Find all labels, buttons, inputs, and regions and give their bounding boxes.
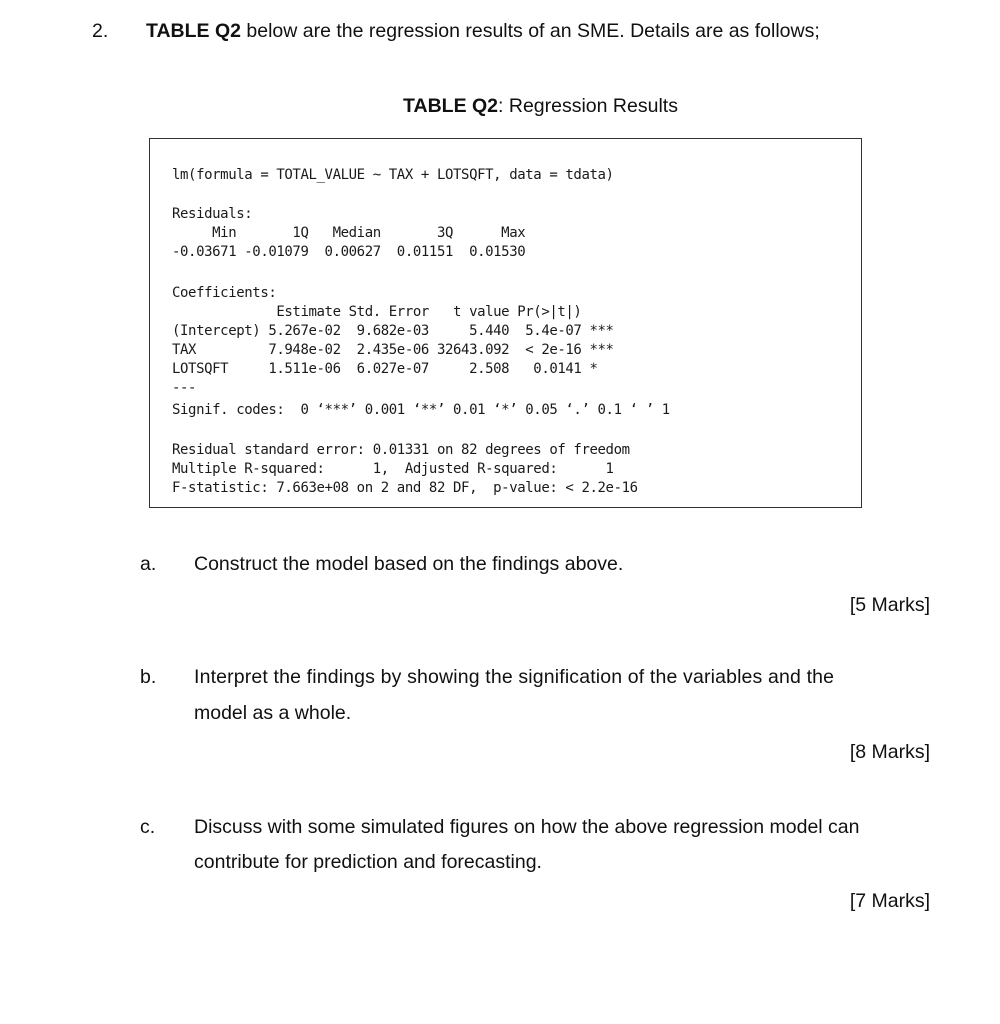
coefficients-header: Estimate Std. Error t value Pr(>|t|) [172, 304, 582, 320]
coef-row-lotsqft: LOTSQFT 1.511e-06 6.027e-07 2.508 0.0141 * [172, 361, 598, 377]
coef-row-intercept: (Intercept) 5.267e-02 9.682e-03 5.440 5.4e-07 *** [172, 323, 614, 339]
part-c-text-line1: Discuss with some simulated figures on how the above regression model can [194, 816, 860, 838]
question-number: 2. [92, 20, 109, 42]
residual-standard-error: Residual standard error: 0.01331 on 82 degrees of freedom [172, 442, 630, 458]
question-title-bold: TABLE Q2 [146, 20, 241, 42]
part-b-marks: [8 Marks] [849, 741, 930, 763]
table-caption-rest: : Regression Results [498, 95, 678, 117]
formula-line: lm(formula = TOTAL_VALUE ~ TAX + LOTSQFT, data = tdata) [172, 167, 614, 183]
part-b-text-line2: model as a whole. [194, 702, 352, 724]
table-caption-bold: TABLE Q2 [403, 95, 499, 117]
part-c-label: c. [140, 816, 156, 838]
question-text [146, 20, 820, 43]
signif-codes: Signif. codes: 0 ‘***’ 0.001 ‘**’ 0.01 ‘*’ 0.05 ‘.’ 0.1 ‘ ’ 1 [172, 402, 670, 418]
residuals-heading: Residuals: [172, 206, 253, 222]
residuals-header: Min 1Q Median 3Q Max [172, 225, 526, 241]
part-a-label: a. [140, 553, 157, 575]
r-squared-line: Multiple R-squared: 1, Adjusted R-squared: 1 [172, 461, 614, 477]
residuals-values: -0.03671 -0.01079 0.00627 0.01151 0.01530 [172, 244, 526, 260]
table-caption [0, 95, 1000, 118]
part-a-marks: [5 Marks] [849, 594, 930, 616]
coef-row-tax: TAX 7.948e-02 2.435e-06 32643.092 < 2e-16 *** [172, 342, 614, 358]
part-b-text-line1: Interpret the findings by showing the signification of the variables and the [194, 666, 835, 688]
part-b-label: b. [140, 666, 157, 688]
part-c-text-line2: contribute for prediction and forecasting. [194, 851, 542, 873]
part-c-marks: [7 Marks] [849, 890, 930, 912]
part-a-text: Construct the model based on the findings above. [194, 553, 624, 575]
coefficients-heading: Coefficients: [172, 285, 277, 301]
f-statistic-line: F-statistic: 7.663e+08 on 2 and 82 DF, p-value: < 2.2e-16 [172, 480, 638, 496]
question-title-rest: below are the regression results of an SME. Details are as follows; [240, 20, 820, 42]
separator-line: --- [172, 380, 197, 396]
